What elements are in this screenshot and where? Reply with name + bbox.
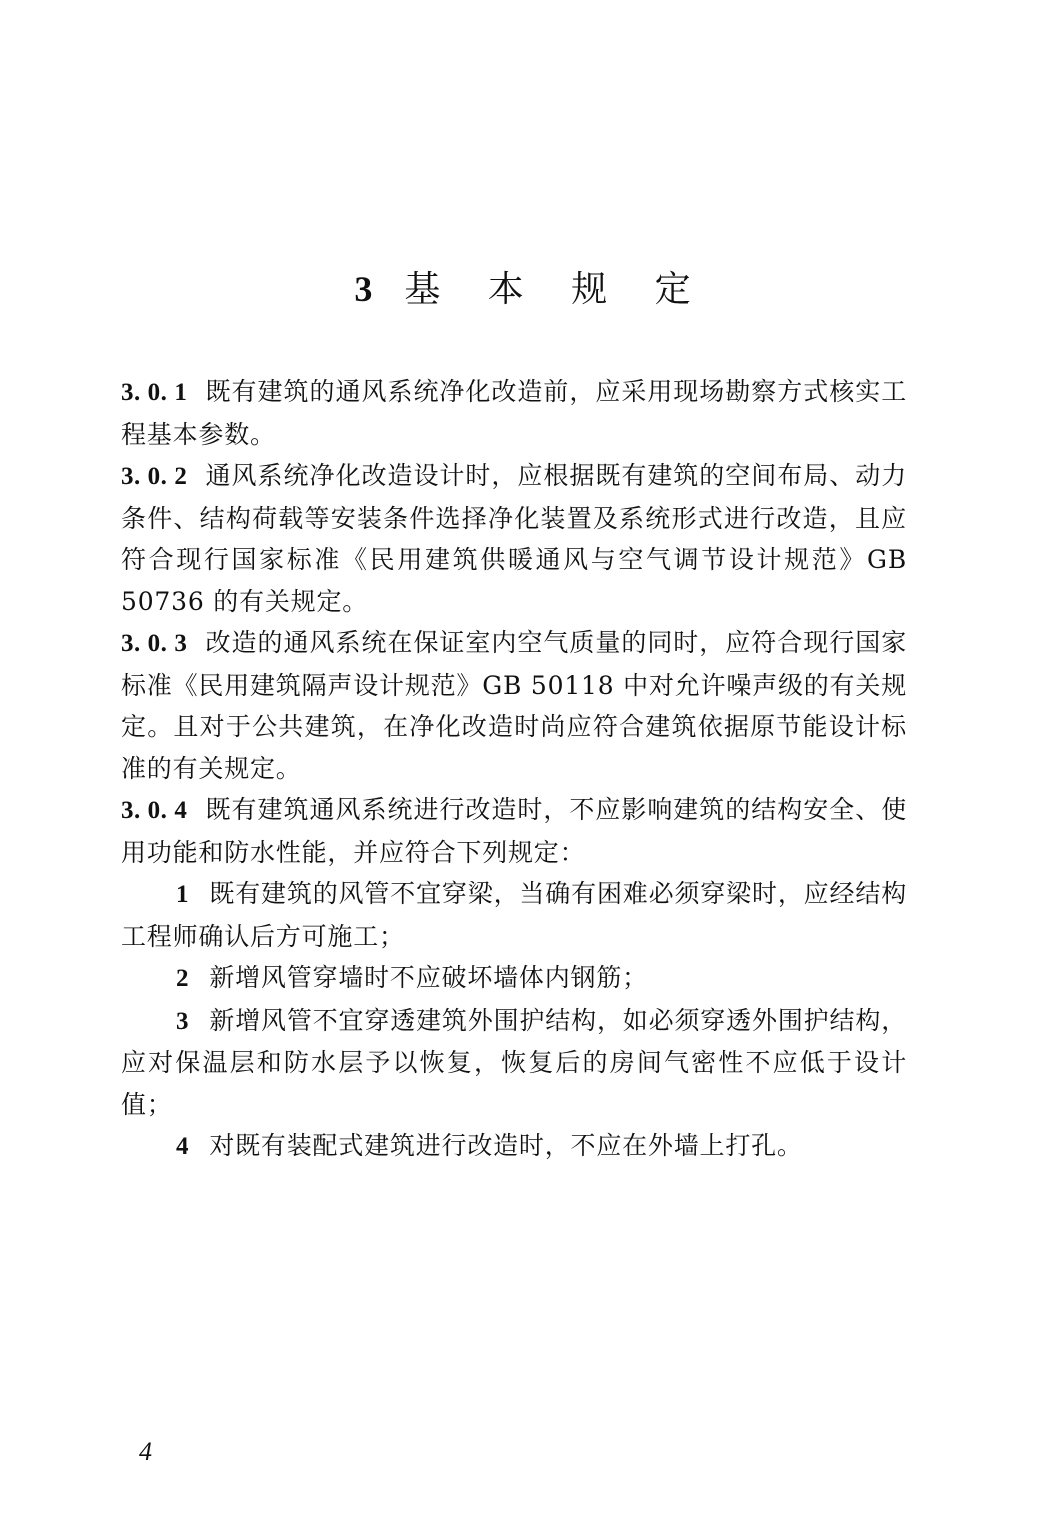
clause-number: 3. 0. 2 [121, 463, 188, 490]
clause-text: 既有建筑的通风系统净化改造前，应采用现场勘察方式核实工程基本参数。 [121, 377, 907, 449]
item-text: 新增风管不宜穿透建筑外围护结构，如必须穿透外围护结构，应对保温层和防水层予以恢复，恢复后的房间气密性不应低于设计值； [121, 1005, 907, 1119]
chapter-body [121, 371, 907, 1168]
clause-3-0-1 [121, 371, 907, 455]
item-number: 1 [176, 881, 190, 908]
item-text: 新增风管穿墙时不应破坏墙体内钢筋； [209, 963, 648, 992]
item-number: 4 [176, 1133, 190, 1160]
clause-number: 3. 0. 1 [121, 379, 188, 406]
clause-text: 改造的通风系统在保证室内空气质量的同时，应符合现行国家标准《民用建筑隔声设计规范》GB 50118 中对允许噪声级的有关规定。且对于公共建筑，在净化改造时尚应符合建筑依据原节能设计标准的有关规定。 [121, 628, 907, 783]
item-text: 对既有装配式建筑进行改造时，不应在外墙上打孔。 [209, 1131, 803, 1160]
clause-3-0-3 [121, 622, 907, 789]
clause-3-0-4 [121, 789, 907, 873]
clause-number: 3. 0. 4 [121, 797, 188, 824]
item-number: 2 [176, 965, 190, 992]
clause-text: 通风系统净化改造设计时，应根据既有建筑的空间布局、动力条件、结构荷载等安装条件选择净化装置及系统形式进行改造，且应符合现行国家标准《民用建筑供暖通风与空气调节设计规范》GB 50736 的有关规定。 [121, 461, 907, 616]
clause-3-0-2 [121, 455, 907, 622]
chapter-title-text: 基 本 规 定 [404, 269, 709, 310]
chapter-number: 3 [354, 269, 375, 309]
list-item [121, 957, 907, 1000]
clause-number: 3. 0. 3 [121, 630, 188, 657]
clause-text: 既有建筑通风系统进行改造时，不应影响建筑的结构安全、使用功能和防水性能，并应符合下列规定： [121, 795, 907, 867]
list-item [121, 1000, 907, 1126]
list-item [121, 873, 907, 957]
item-text: 既有建筑的风管不宜穿梁，当确有困难必须穿梁时，应经结构工程师确认后方可施工； [121, 879, 907, 951]
page-number: 4 [139, 1437, 152, 1466]
list-item [121, 1125, 907, 1168]
item-number: 3 [176, 1007, 190, 1035]
chapter-title [0, 262, 1063, 317]
